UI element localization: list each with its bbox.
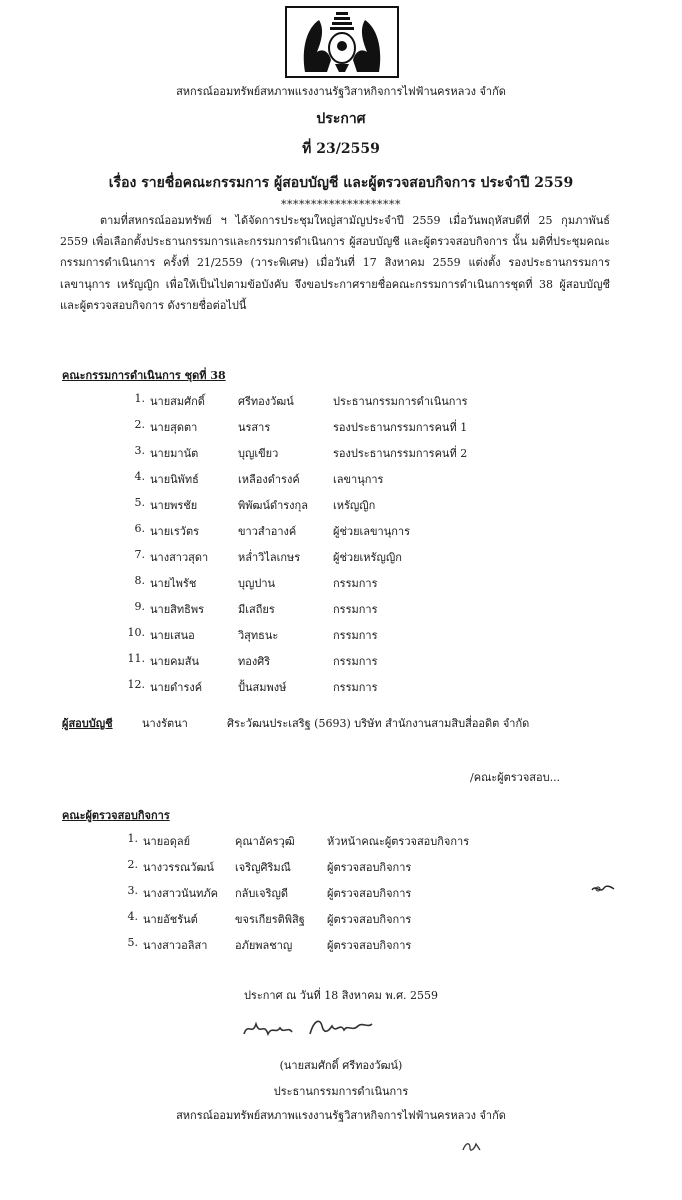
- member-surname: หล่ำวิไลเกษร: [238, 551, 301, 564]
- member-surname: ขาวสำอางค์: [238, 525, 297, 538]
- member-role: เหรัญญิก: [333, 499, 376, 512]
- member-role: ผู้ช่วยเหรัญญิก: [333, 551, 402, 564]
- member-name: นายสมศักดิ์: [150, 395, 205, 408]
- member-role: ผู้ตรวจสอบกิจการ: [327, 913, 412, 926]
- row-number: 2.: [134, 418, 145, 431]
- member-role: ประธานกรรมการดำเนินการ: [333, 395, 468, 408]
- member-role: กรรมการ: [333, 603, 378, 616]
- intro-paragraph: ตามที่สหกรณ์ออมทรัพย์ ฯ ได้จัดการประชุมใหญ่สามัญประจำปี 2559 เมื่อวันพฤหัสบดีที่ 25 กุมภาพันธ์ 2559 เพื่อเลือกตั้งประธานกรรมการและกรรมการดำเนินการ ผู้สอบบัญชี และผู้ตรวจสอบกิจการ นั้น มติที่ประชุมคณะกรรมการดำเนินการ ครั้งที่ 21/2559 (วาระพิเศษ) เมื่อวันที่ 17 สิงหาคม 2559 แต่งตั้ง รองประธานกรรมการ เลขานุการ เหรัญญิก เพื่อให้เป็นไปตามข้อบังคับ จึงขอประกาศรายชื่อคณะกรรมการดำเนินการชุดที่ 38 ผู้สอบบัญชี และผู้ตรวจสอบกิจการ ดังรายชื่อต่อไปนี้: [60, 214, 610, 312]
- inspectors-title: คณะผู้ตรวจสอบกิจการ: [62, 809, 170, 822]
- member-name: นายอัชรันต์: [143, 913, 198, 926]
- member-name: นายคมสัน: [150, 655, 199, 668]
- row-number: 4.: [127, 910, 138, 923]
- signature-icon: [240, 1012, 380, 1042]
- member-name: นายอดุลย์: [143, 835, 191, 848]
- member-surname: นรสาร: [238, 421, 271, 434]
- row-number: 7.: [134, 548, 145, 561]
- row-number: 9.: [134, 600, 145, 613]
- member-surname: ทองศิริ: [238, 655, 271, 668]
- initials-mark-icon: [460, 1138, 484, 1154]
- row-number: 1.: [134, 392, 145, 405]
- member-surname: เหลืองดำรงค์: [238, 473, 300, 486]
- member-name: นายมานัต: [150, 447, 199, 460]
- announcement-title: ประกาศ: [316, 111, 366, 127]
- member-surname: ขจรเกียรติพิสิฐ: [235, 913, 305, 926]
- announcement-number: ที่ 23/2559: [302, 141, 380, 157]
- cooperative-logo-icon: [285, 6, 399, 78]
- row-number: 2.: [127, 858, 138, 871]
- auditor-label: ผู้สอบบัญชี: [62, 717, 113, 730]
- row-number: 6.: [134, 522, 145, 535]
- member-name: นางสาวนันทภัค: [143, 887, 219, 900]
- member-surname: ปั้นสมพงษ์: [238, 681, 287, 694]
- row-number: 10.: [127, 626, 145, 639]
- row-number: 3.: [127, 884, 138, 897]
- member-surname: ศรีทองวัฒน์: [238, 395, 294, 408]
- auditor-name: นางรัตนา: [142, 717, 188, 730]
- member-name: นายพรชัย: [150, 499, 198, 512]
- row-number: 5.: [127, 936, 138, 949]
- member-name: นายสิทธิพร: [150, 603, 204, 616]
- member-name: นางวรรณวัฒน์: [143, 861, 214, 874]
- member-role: ผู้ตรวจสอบกิจการ: [327, 861, 412, 874]
- row-number: 12.: [127, 678, 145, 691]
- member-name: นายเสนอ: [150, 629, 195, 642]
- member-role: ผู้ช่วยเลขานุการ: [333, 525, 410, 538]
- member-surname: วิสุทธนะ: [238, 629, 279, 642]
- member-name: นายสุดตา: [150, 421, 198, 434]
- member-role: ผู้ตรวจสอบกิจการ: [327, 887, 412, 900]
- cooperative-name-header: สหกรณ์ออมทรัพย์สหภาพแรงงานรัฐวิสาหกิจการไฟฟ้านครหลวง จำกัด: [176, 85, 506, 98]
- member-name: นายนิพัทธ์: [150, 473, 199, 486]
- signer-organization: สหกรณ์ออมทรัพย์สหภาพแรงงานรัฐวิสาหกิจการไฟฟ้านครหลวง จำกัด: [176, 1109, 506, 1122]
- auditor-row: [62, 714, 530, 732]
- row-number: 5.: [134, 496, 145, 509]
- announcement-subject: เรื่อง รายชื่อคณะกรรมการ ผู้สอบบัญชี และผู้ตรวจสอบกิจการ ประจำปี 2559: [108, 175, 574, 191]
- member-role: กรรมการ: [333, 681, 378, 694]
- member-surname: เจริญศิริมณี: [235, 861, 291, 874]
- member-role: ผู้ตรวจสอบกิจการ: [327, 939, 412, 952]
- member-role: กรรมการ: [333, 577, 378, 590]
- initials-mark-icon: [590, 880, 616, 896]
- row-number: 4.: [134, 470, 145, 483]
- auditor-detail: ศิระวัฒนประเสริฐ (5693) บริษัท สำนักงานสามสิบสี่ออดิต จำกัด: [227, 717, 530, 730]
- member-role: กรรมการ: [333, 629, 378, 642]
- signer-position: ประธานกรรมการดำเนินการ: [273, 1085, 409, 1098]
- row-number: 3.: [134, 444, 145, 457]
- member-role: รองประธานกรรมการคนที่ 2: [333, 447, 468, 460]
- member-role: เลขานุการ: [333, 473, 384, 486]
- member-surname: พิพัฒน์ดำรงกุล: [238, 499, 308, 512]
- member-surname: บุญเขียว: [238, 447, 279, 460]
- member-surname: บุญปาน: [238, 577, 276, 590]
- announcement-date: ประกาศ ณ วันที่ 18 สิงหาคม พ.ศ. 2559: [243, 989, 439, 1002]
- member-name: นางสาวสุดา: [150, 551, 209, 564]
- row-number: 1.: [127, 832, 138, 845]
- member-surname: อภัยพลชาญ: [235, 939, 293, 952]
- signer-name: (นายสมศักดิ์ ศรีทองวัฒน์): [279, 1059, 403, 1072]
- row-number: 11.: [127, 652, 145, 665]
- member-role: หัวหน้าคณะผู้ตรวจสอบกิจการ: [327, 835, 470, 848]
- member-name: นางสาวอลิสา: [143, 939, 208, 952]
- member-surname: คุณาอัครวุฒิ: [235, 835, 295, 848]
- cooperative-logo-graphic: [287, 8, 397, 76]
- member-name: นายไพรัช: [150, 577, 197, 590]
- continued-note: /คณะผู้ตรวจสอบ...: [470, 771, 561, 784]
- star-divider: ********************: [281, 198, 401, 211]
- member-surname: กลับเจริญดี: [235, 887, 289, 900]
- row-number: 8.: [134, 574, 145, 587]
- member-role: รองประธานกรรมการคนที่ 1: [333, 421, 468, 434]
- member-role: กรรมการ: [333, 655, 378, 668]
- committee-title: คณะกรรมการดำเนินการ ชุดที่ 38: [62, 369, 226, 382]
- member-name: นายดำรงค์: [150, 681, 203, 694]
- member-name: นายเรวัตร: [150, 525, 200, 538]
- member-surname: มีเสถียร: [238, 603, 275, 616]
